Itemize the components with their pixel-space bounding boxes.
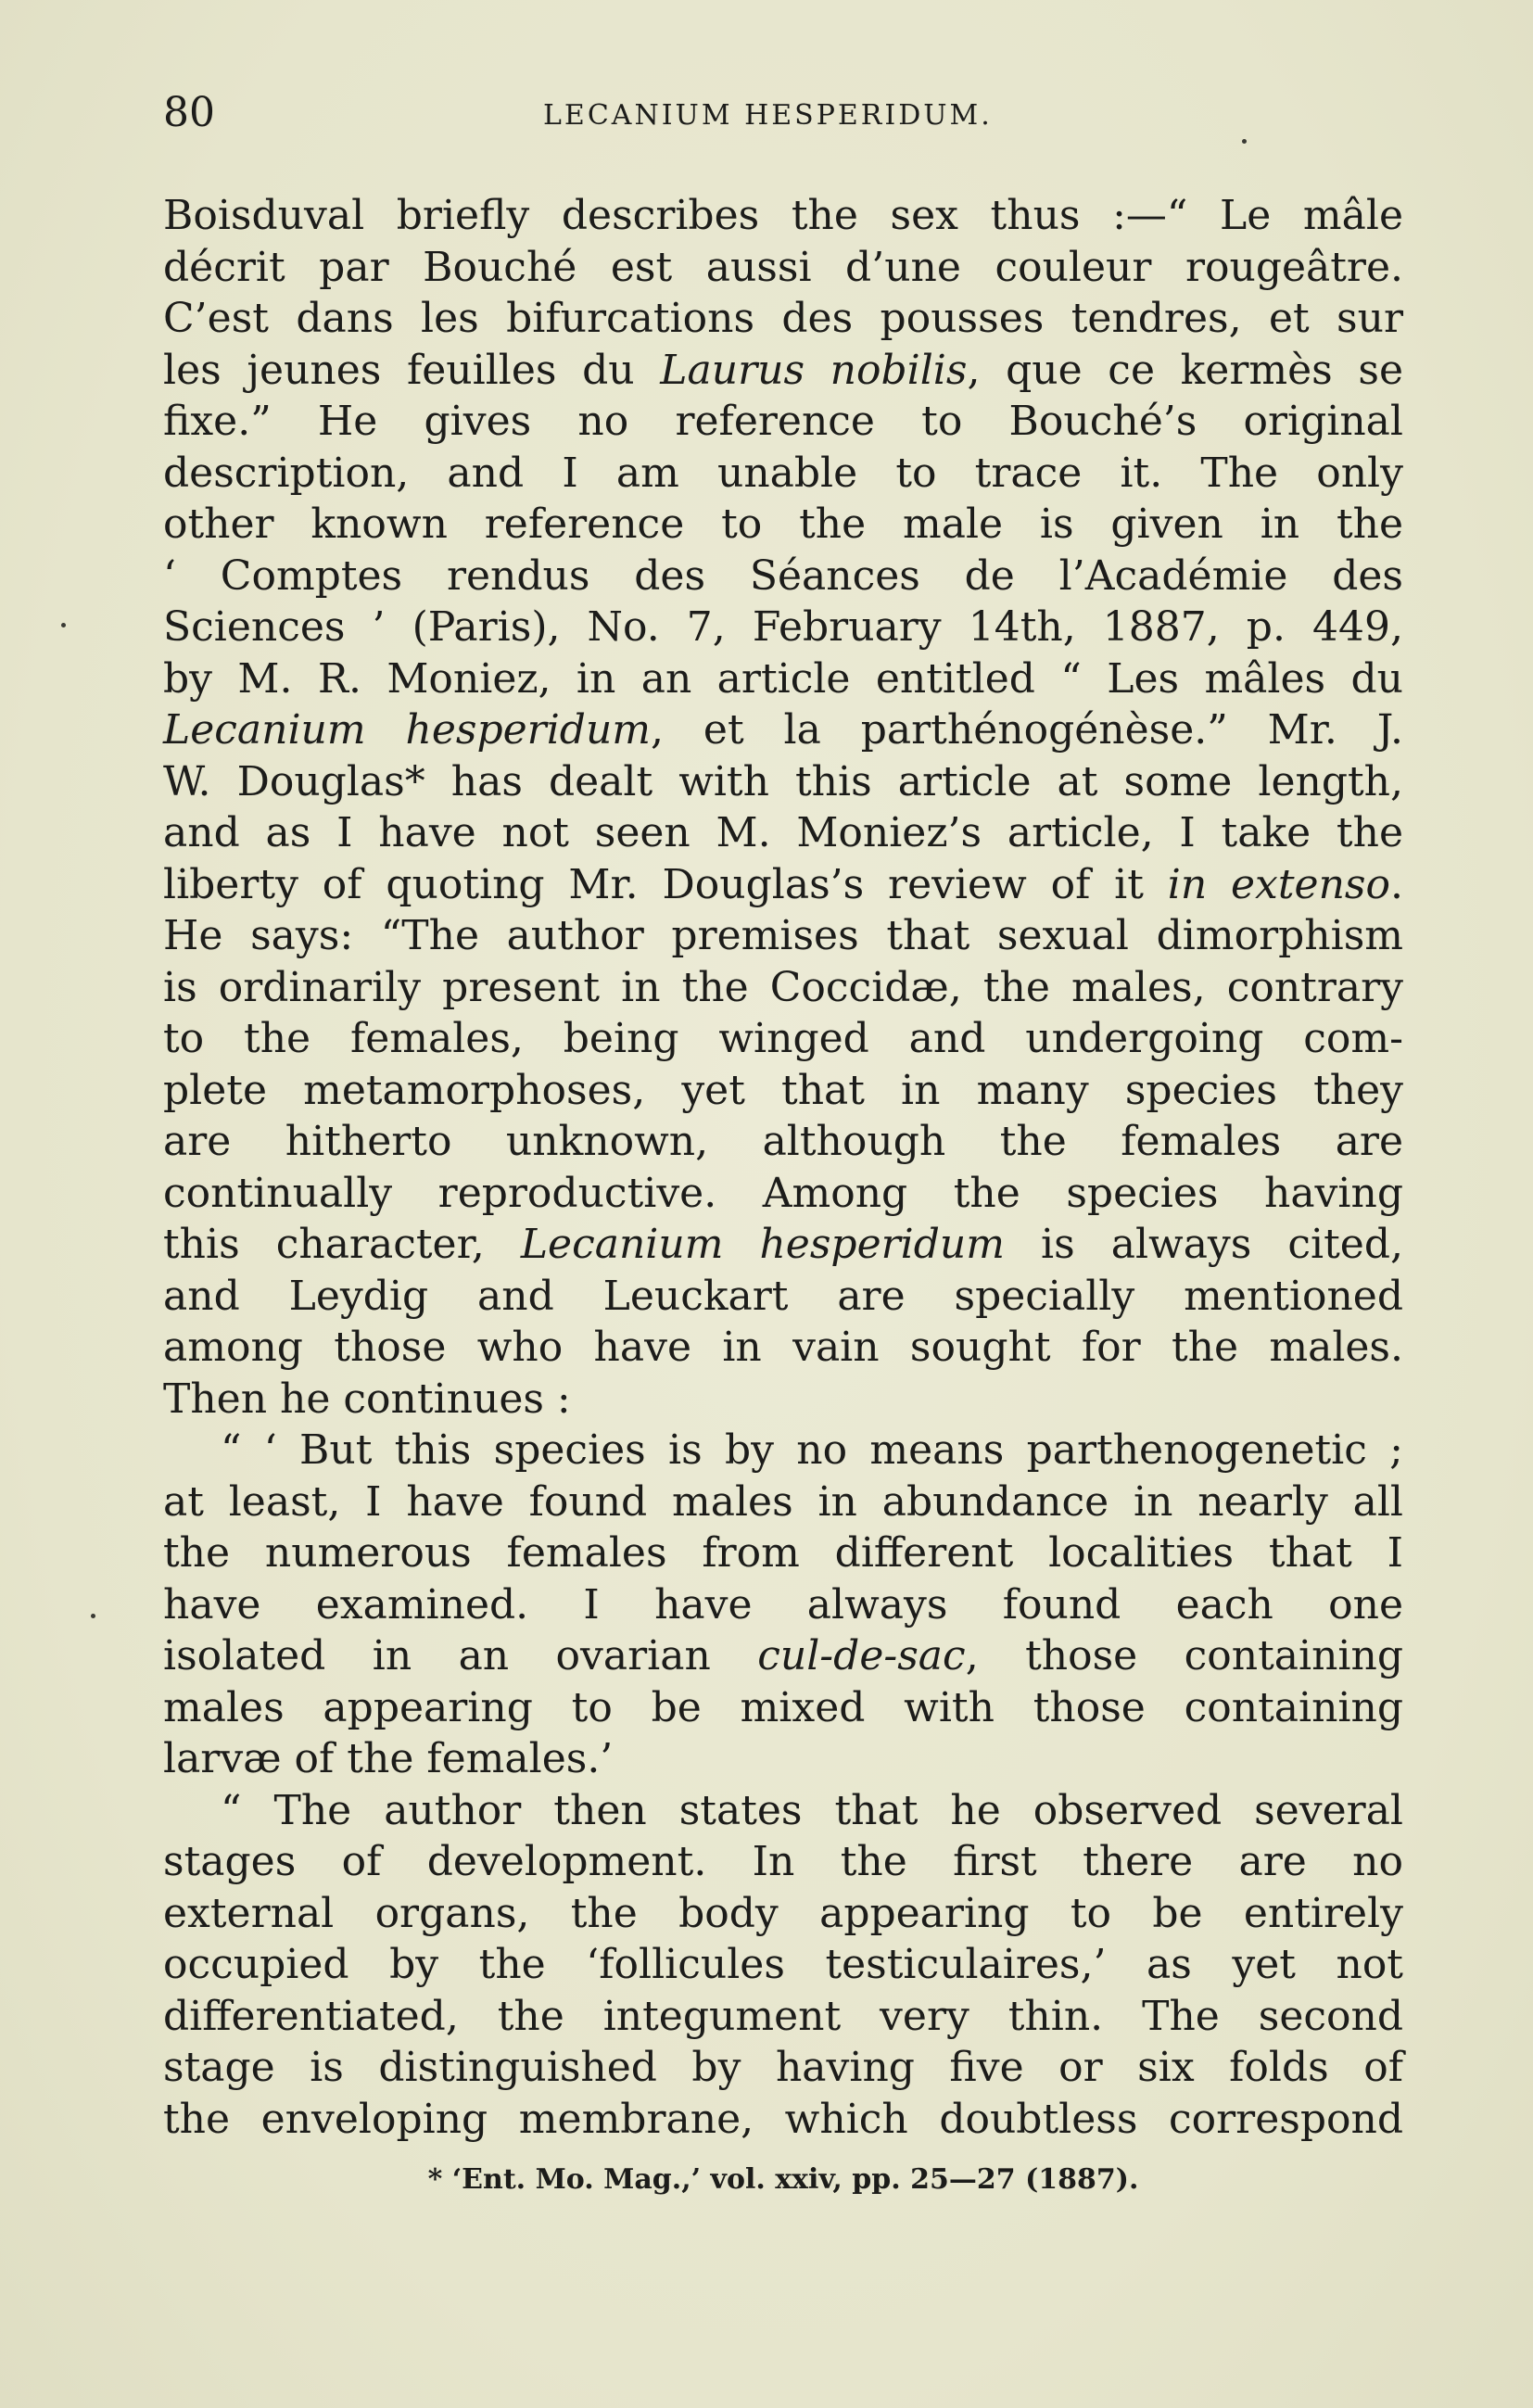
text-line: [163, 396, 1403, 448]
page-number: 80: [163, 89, 215, 136]
text-segment: fixe.” He gives no reference to Bouché’s original: [163, 398, 1403, 445]
text-segment: stages of development. In the first there are no: [163, 1838, 1403, 1885]
text-segment: description, and I am unable to trace it. The only: [163, 449, 1403, 497]
text-segment: the enveloping membrane, which doubtless correspond: [163, 2095, 1403, 2143]
text-segment: among those who have in vain sought for the males.: [163, 1324, 1403, 1371]
text-line: [163, 1836, 1403, 1888]
text-line: [163, 190, 1403, 242]
text-segment: Boisduval briefly describes the sex thus :—“ Le mâle: [163, 192, 1403, 239]
text-segment: He says: “The author premises that sexual dimorphism: [163, 912, 1403, 959]
text-segment: is ordinarily present in the Coccidæ, the males, contrary: [163, 963, 1403, 1011]
print-speck: [91, 1614, 95, 1618]
text-segment: occupied by the ‘follicules testiculaires,’ as yet not: [163, 1941, 1403, 1988]
text-segment: is always cited,: [1004, 1221, 1404, 1268]
text-segment: and Leydig and Leuckart are specially mentioned: [163, 1272, 1403, 1320]
text-segment: at least, I have found males in abundance in nearly all: [163, 1477, 1403, 1526]
text-line: [163, 1065, 1403, 1117]
text-line: [163, 807, 1403, 859]
text-segment: Sciences ’ (Paris), No. 7, February 14th, 1887, p. 449,: [163, 603, 1403, 651]
text-line: [163, 1579, 1403, 1631]
running-title: LECANIUM HESPERIDUM.: [543, 99, 993, 132]
text-segment: are hitherto unknown, although the females are: [163, 1118, 1403, 1165]
text-line: [163, 2094, 1403, 2146]
text-line: [163, 1527, 1403, 1579]
text-line: [163, 448, 1403, 500]
print-speck: [1242, 139, 1247, 144]
text-segment: and as I have not seen M. Moniez’s article, I take the: [163, 809, 1403, 856]
text-segment: , those containing: [965, 1632, 1404, 1679]
text-line: [163, 1116, 1403, 1168]
text-line: [163, 704, 1403, 756]
text-line: [163, 602, 1403, 653]
text-segment: liberty of quoting Mr. Douglas’s review of it: [163, 860, 1168, 908]
text-line: [163, 1733, 1403, 1785]
text-segment: other known reference to the male is given in the: [163, 501, 1403, 548]
text-segment: “ ‘ But this species is by no means parthenogenetic ;: [221, 1426, 1403, 1474]
text-line: [163, 1682, 1403, 1734]
text-line: [163, 499, 1403, 551]
text-line: [163, 345, 1403, 397]
text-line: [163, 1168, 1403, 1220]
text-segment: continually reproductive. Among the species having: [163, 1169, 1403, 1217]
text-segment: .: [1390, 860, 1403, 908]
text-line: [163, 1991, 1403, 2043]
text-segment: décrit par Bouché est aussi d’une couleur rougeâtre.: [163, 243, 1403, 291]
text-segment: external organs, the body appearing to be entirely: [163, 1889, 1403, 1937]
text-segment: Then he continues :: [163, 1375, 571, 1423]
text-segment: W. Douglas* has dealt with this article at some length,: [163, 757, 1403, 805]
text-line: [163, 962, 1403, 1014]
text-line: [163, 2042, 1403, 2094]
text-segment: have examined. I have always found each one: [163, 1580, 1403, 1629]
text-segment: plete metamorphoses, yet that in many species they: [163, 1066, 1403, 1114]
italic-text: in extenso: [1167, 860, 1390, 908]
text-segment: C’est dans les bifurcations des pousses tendres, et sur: [163, 295, 1403, 342]
text-segment: this character,: [163, 1221, 521, 1268]
text-line: [163, 859, 1403, 911]
body-text: [163, 190, 1403, 2145]
italic-text: Lecanium hesperidum: [520, 1221, 1005, 1268]
text-segment: , et la parthénogénèse.” Mr. J.: [651, 706, 1404, 754]
text-line: [163, 1425, 1403, 1476]
text-segment: ‘ Comptes rendus des Séances de l’Académie des: [163, 551, 1403, 600]
text-segment: “ The author then states that he observed several: [221, 1786, 1403, 1834]
print-speck: [61, 623, 66, 627]
text-segment: by M. R. Moniez, in an article entitled “ Les mâles du: [163, 654, 1403, 703]
text-segment: larvæ of the females.’: [163, 1735, 614, 1782]
text-line: [163, 1888, 1403, 1940]
text-line: [163, 293, 1403, 345]
text-line: [163, 1785, 1403, 1837]
text-segment: to the females, being winged and undergoing com-: [163, 1015, 1403, 1062]
text-segment: the numerous females from different localities that I: [163, 1529, 1403, 1577]
text-line: [163, 242, 1403, 294]
text-line: [163, 1219, 1403, 1271]
footnote: * ‘Ent. Mo. Mag.,’ vol. xxiv, pp. 25—27 (1887).: [427, 2163, 1139, 2196]
text-line: [163, 1322, 1403, 1374]
text-line: [163, 653, 1403, 705]
text-segment: isolated in an ovarian: [163, 1632, 758, 1679]
text-line: [163, 551, 1403, 602]
text-segment: , que ce kermès se: [967, 346, 1403, 394]
italic-text: Lecanium hesperidum: [163, 706, 652, 754]
text-line: [163, 1271, 1403, 1323]
text-segment: males appearing to be mixed with those containing: [163, 1683, 1403, 1731]
text-line: [163, 1374, 1403, 1426]
text-line: [163, 756, 1403, 808]
text-segment: differentiated, the integument very thin. The second: [163, 1992, 1403, 2040]
text-line: [163, 1939, 1403, 1991]
italic-text: Laurus nobilis: [660, 346, 968, 394]
text-segment: stage is distinguished by having five or six folds of: [163, 2044, 1403, 2091]
italic-text: cul-de-sac: [757, 1632, 966, 1679]
running-head: [163, 85, 1396, 141]
text-line: [163, 910, 1403, 962]
text-segment: les jeunes feuilles du: [163, 346, 661, 394]
text-line: [163, 1476, 1403, 1528]
text-line: [163, 1630, 1403, 1682]
text-line: [163, 1013, 1403, 1065]
